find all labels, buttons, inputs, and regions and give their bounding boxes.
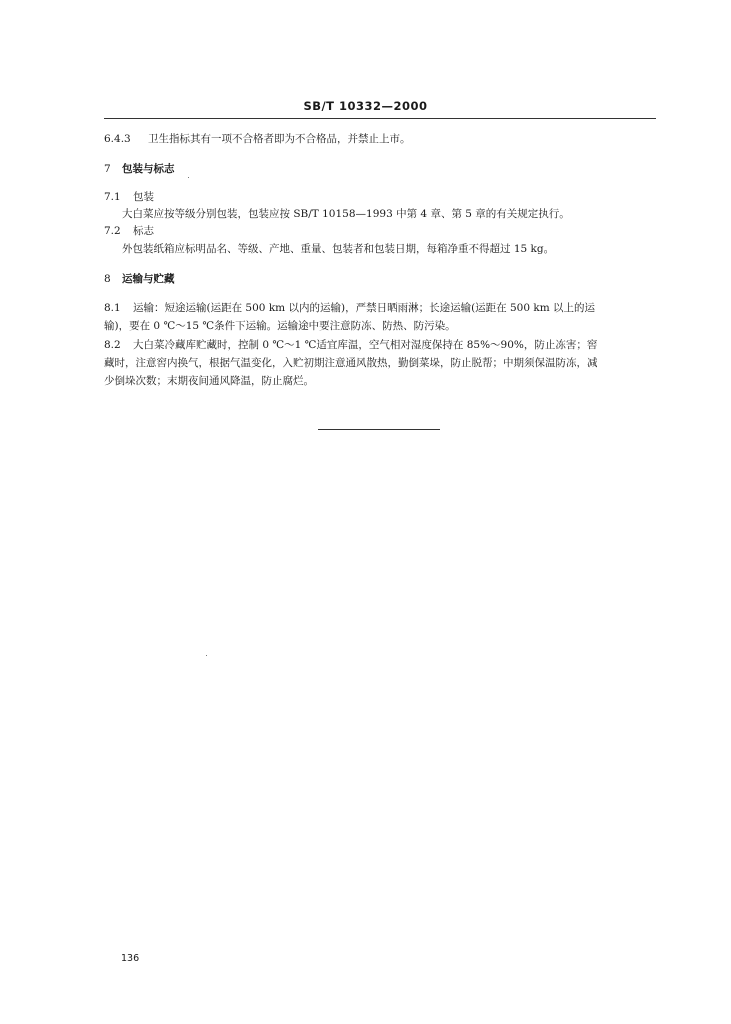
clause-7-2-number: 7.2 [104,225,121,237]
page-number: 136 [121,953,140,964]
clause-8-2-line-1: 大白菜冷藏库贮藏时，控制 0 ℃～1 ℃适宜库温，空气相对湿度保持在 85%～90%，防止冻害；窖 [133,339,598,351]
section-7-title: 包装与标志 [122,163,175,175]
header-rule [104,118,656,119]
clause-8-2-line-2: 藏时，注意窖内换气，根据气温变化，入贮初期注意通风散热，勤倒菜垛，防止脱帮；中期须保温防冻，减 [104,357,598,369]
end-of-text-rule [318,429,440,430]
scan-speck [188,177,189,178]
clause-6-4-3-text: 卫生指标其有一项不合格者即为不合格品，并禁止上市。 [148,133,411,145]
clause-7-2-title: 标志 [133,225,154,237]
clause-6-4-3-number: 6.4.3 [104,133,131,145]
section-7-number: 7 [104,163,111,175]
clause-8-2-number: 8.2 [104,339,121,351]
clause-7-1-number: 7.1 [104,191,121,203]
clause-7-1-title: 包装 [133,191,154,203]
clause-8-1-line-1: 运输：短途运输(运距在 500 km 以内的运输)，严禁日晒雨淋；长途运输(运距在 500 km 以上的运 [133,302,596,314]
clause-8-2-line-3: 少倒垛次数；末期夜间通风降温，防止腐烂。 [104,375,314,387]
clause-8-1-number: 8.1 [104,302,121,314]
section-8-title: 运输与贮藏 [122,273,175,285]
clause-8-1-line-2: 输)，要在 0 ℃～15 ℃条件下运输。运输途中要注意防冻、防热、防污染。 [104,320,456,332]
clause-7-1-body: 大白菜应按等级分别包装，包装应按 SB/T 10158—1993 中第 4 章、第 5 章的有关规定执行。 [122,208,570,220]
section-8-number: 8 [104,273,111,285]
standard-code-header: SB/T 10332—2000 [303,99,428,113]
clause-7-2-body: 外包装纸箱应标明品名、等级、产地、重量、包装者和包装日期，每箱净重不得超过 15 kg。 [122,243,555,255]
scan-speck [206,655,207,656]
